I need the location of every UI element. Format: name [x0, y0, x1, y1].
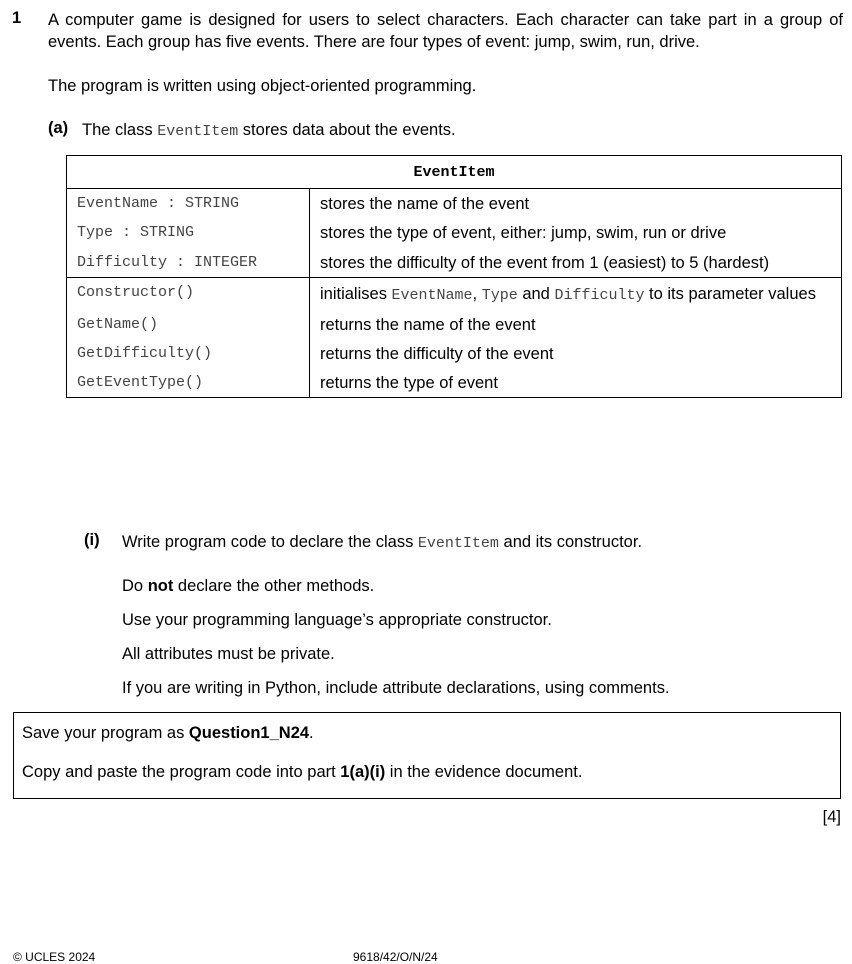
- attribute-desc: stores the type of event, either: jump, swim, run or drive: [310, 218, 842, 247]
- attribute-desc: stores the name of the event: [310, 189, 842, 219]
- save-instruction: [22, 722, 314, 744]
- part-i-line4: All attributes must be private.: [122, 645, 335, 663]
- footer-paper-code: 9618/42/O/N/24: [353, 950, 438, 964]
- method-desc: [310, 278, 842, 311]
- part-i-line1-after: and its constructor.: [498, 533, 643, 551]
- constructor-desc-code: Difficulty: [554, 287, 645, 304]
- part-i-line3: Use your programming language’s appropriate constructor.: [122, 611, 552, 629]
- method-row: [67, 339, 842, 368]
- method-row: [67, 278, 842, 311]
- method-desc: returns the difficulty of the event: [310, 339, 842, 368]
- part-i-class-code: EventItem: [417, 535, 499, 552]
- part-a-text-before: The class: [82, 121, 158, 139]
- part-a-text: [82, 119, 456, 143]
- method-desc: returns the type of event: [310, 368, 842, 398]
- save-after: .: [309, 724, 314, 742]
- constructor-desc-code: EventName: [391, 287, 473, 304]
- method-name: GetDifficulty(): [67, 339, 310, 368]
- part-a-text-after: stores data about the events.: [238, 121, 456, 139]
- attribute-name: Type : STRING: [67, 218, 310, 247]
- attribute-name: Difficulty : INTEGER: [67, 247, 310, 278]
- marks-allocation: [4]: [822, 808, 841, 826]
- part-i-line1: [122, 531, 642, 555]
- part-i-line1-before: Write program code to declare the class: [122, 533, 418, 551]
- method-row: [67, 310, 842, 339]
- copy-after: in the evidence document.: [385, 763, 583, 781]
- copy-part-ref: 1(a)(i): [340, 763, 386, 781]
- attribute-name: EventName : STRING: [67, 189, 310, 219]
- part-i-label: (i): [84, 531, 100, 549]
- constructor-desc-part: ,: [472, 285, 482, 303]
- method-name: GetName(): [67, 310, 310, 339]
- copy-instruction: [22, 761, 582, 783]
- constructor-desc-code: Type: [481, 287, 518, 304]
- attribute-row: [67, 247, 842, 278]
- method-desc: returns the name of the event: [310, 310, 842, 339]
- footer-copyright: © UCLES 2024: [13, 950, 96, 964]
- oop-statement: The program is written using object-oriented programming.: [48, 77, 477, 95]
- evidence-instructions-box: [13, 712, 841, 799]
- part-i-line2: [122, 575, 374, 597]
- class-table: [66, 155, 842, 398]
- constructor-desc-part: initialises: [320, 285, 392, 303]
- method-row: [67, 368, 842, 398]
- save-filename: Question1_N24: [188, 724, 310, 742]
- method-name: GetEventType(): [67, 368, 310, 398]
- question-number: 1: [12, 9, 22, 27]
- constructor-desc-part: and: [517, 285, 555, 303]
- attribute-row: [67, 218, 842, 247]
- attribute-row: [67, 189, 842, 219]
- method-name: Constructor(): [67, 278, 310, 311]
- copy-before: Copy and paste the program code into part: [22, 763, 341, 781]
- constructor-desc-part: to its parameter values: [644, 285, 816, 303]
- part-i-line2-bold: not: [147, 577, 174, 595]
- attribute-desc: stores the difficulty of the event from 1 (easiest) to 5 (hardest): [310, 247, 842, 278]
- question-intro: A computer game is designed for users to select characters. Each character can take part in a group of events. Each group has five events. There are four types of event: jump, swim, run, drive.: [48, 11, 843, 51]
- class-table-header: EventItem: [67, 156, 842, 189]
- part-i-line2-before: Do: [122, 577, 148, 595]
- part-i-line5: If you are writing in Python, include attribute declarations, using comments.: [122, 679, 670, 697]
- part-a-label: (a): [48, 119, 69, 137]
- part-a-class-name: EventItem: [157, 123, 239, 140]
- class-table-header-row: [67, 156, 842, 189]
- save-before: Save your program as: [22, 724, 189, 742]
- part-i-line2-after: declare the other methods.: [173, 577, 375, 595]
